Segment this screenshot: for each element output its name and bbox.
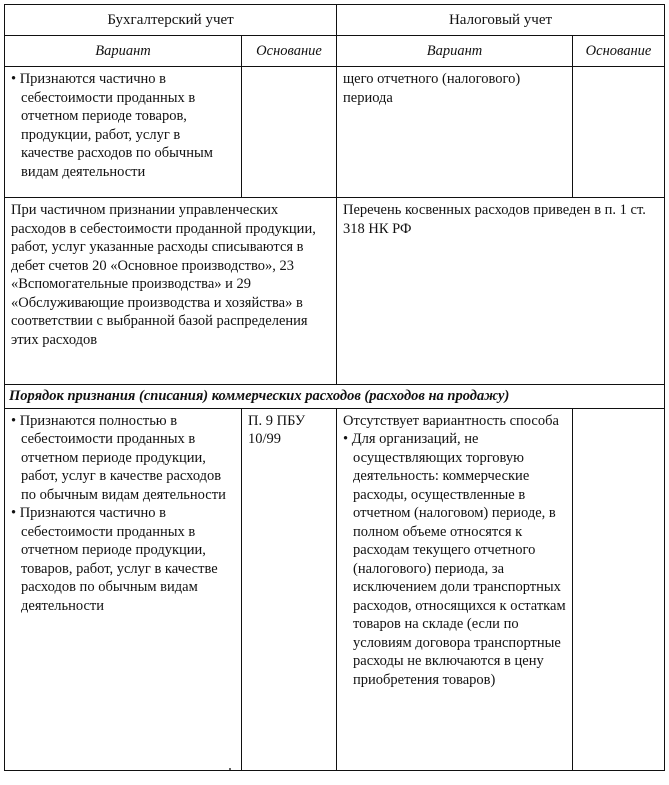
acc-variant-item: • Признаются полностью в себестоимости проданных в отчетном периоде продукции, работ, услуг в качестве расходов по обычным видам деятельности bbox=[11, 412, 226, 503]
section-row bbox=[5, 385, 665, 409]
tax-basis-cell bbox=[573, 408, 665, 770]
section-title: Порядок признания (списания) коммерческих расходов (расходов на продажу) bbox=[5, 385, 665, 409]
header-sub-row bbox=[5, 36, 665, 67]
scan-dot bbox=[229, 768, 231, 770]
tax-basis-cell bbox=[573, 67, 665, 198]
tax-variant-cell: щего отчетного (налогового) периода bbox=[337, 67, 573, 198]
acc-variant-cell bbox=[5, 408, 242, 770]
acc-basis-cell: П. 9 ПБУ 10/99 bbox=[242, 408, 337, 770]
table-row bbox=[5, 408, 665, 770]
header-acc-basis: Основание bbox=[242, 36, 337, 67]
acc-variant-cell bbox=[5, 67, 242, 198]
acc-variant-item: • Признаются частично в себестоимости проданных в отчетном периоде продукции, товаров, работ, услуг в качестве расходов по обычным видам деятельности bbox=[11, 505, 218, 614]
table-row bbox=[5, 198, 665, 385]
header-group-row bbox=[5, 5, 665, 36]
table-row bbox=[5, 67, 665, 198]
tax-variant-cell: Перечень косвенных расходов приведен в п. 1 ст. 318 НК РФ bbox=[337, 198, 665, 385]
header-tax-variant: Вариант bbox=[337, 36, 573, 67]
accounting-comparison-table bbox=[4, 4, 665, 771]
header-tax-basis: Основание bbox=[573, 36, 665, 67]
header-tax: Налоговый учет bbox=[337, 5, 665, 36]
header-accounting: Бухгалтерский учет bbox=[5, 5, 337, 36]
acc-variant-cell: При частичном признании управленческих расходов в себестоимости проданной продукции, работ, услуг указанные расходы списываются в дебет счетов 20 «Основное производство», 23 «Вспомогательные производства» и 29 «Обслуживающие производства и хозяйства» в соответствии с выбранной базой распределения этих расходов bbox=[5, 198, 337, 385]
header-acc-variant: Вариант bbox=[5, 36, 242, 67]
acc-basis-cell bbox=[242, 67, 337, 198]
tax-variant-text: Отсутствует вариантность способа bbox=[343, 412, 559, 429]
tax-variant-cell bbox=[337, 408, 573, 770]
tax-variant-item: • Для организаций, не осуществляющих торговую деятельность: коммерческие расходы, осуществленные в отчетном (налоговом) периоде, в полном объеме относятся к расходам текущего отчетного (налогового) периода, за исключением доли транспортных расходов, относящихся к остаткам товаров на складе (если по условиям договора транспортные расходы не включаются в цену приобретения товаров) bbox=[343, 431, 566, 688]
acc-variant-text: • Признаются частично в себестоимости проданных в отчетном периоде товаров, продукции, работ, услуг в качестве расходов по обычным видам деятельности bbox=[11, 71, 213, 180]
